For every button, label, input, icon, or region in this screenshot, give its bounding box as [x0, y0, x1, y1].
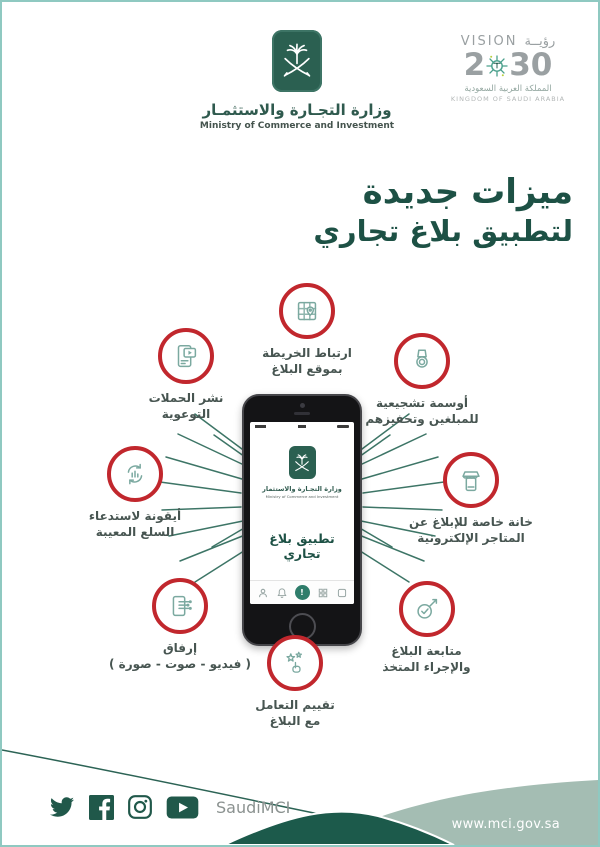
- feature-label-line: خانة خاصة للإبلاغ عن: [409, 515, 533, 529]
- feature-label-line: متابعة البلاغ: [391, 644, 462, 658]
- page-title-line2: لتطبيق بلاغ تجاري: [313, 213, 573, 248]
- feature-label-line: ( فيديو - صوت - صورة ): [108, 656, 251, 671]
- youtube-icon[interactable]: [166, 795, 199, 820]
- feature-ring: [158, 328, 214, 384]
- feature-ring: [279, 283, 335, 339]
- feature-ring: [107, 446, 163, 502]
- feature-follow-up: [354, 581, 499, 676]
- phone-speaker: [294, 412, 310, 415]
- facebook-icon[interactable]: [89, 795, 114, 820]
- feature-label-line: أيقونة لاستدعاء: [88, 509, 182, 523]
- page-title-line1: ميزات جديدة: [362, 172, 573, 212]
- feature-label-line: نشر الحملات: [148, 391, 224, 405]
- app-ministry-logo: [289, 446, 316, 479]
- feature-label-line: ارتباط الخريطة: [262, 346, 352, 360]
- social-handle[interactable]: SaudiMCI: [216, 797, 291, 817]
- map-pin-icon: [292, 296, 322, 326]
- vision-country-ar: المملكة العربية السعودية: [464, 84, 552, 94]
- feature-label-line: أوسمة تشجيعية: [375, 396, 469, 410]
- feature-label-line: بموقع البلاغ: [271, 361, 343, 376]
- feature-label-line: تقييم التعامل: [255, 698, 335, 712]
- app-ministry-name-ar: وزارة التجـارة والاستثمار: [262, 485, 342, 493]
- medal-icon: [407, 346, 437, 376]
- feature-ring: [443, 452, 499, 508]
- check-arrow-icon: [412, 594, 442, 624]
- phone-screen: [250, 422, 354, 604]
- phone-mockup: [242, 394, 362, 646]
- app-title: تطبيق بلاغ تجاري: [269, 531, 335, 561]
- feature-rating: [225, 635, 365, 730]
- phone-play-icon: [171, 341, 201, 371]
- vision-word-en: VISION: [460, 34, 518, 49]
- ministry-name-english: Ministry of Commerce and Investment: [199, 121, 395, 131]
- recall-arrows-icon: [120, 459, 150, 489]
- phone-camera-dot: [300, 403, 305, 408]
- attach-phone-icon: [165, 591, 195, 621]
- report-home-button[interactable]: !: [295, 585, 310, 600]
- app-nav-bar: [250, 580, 354, 604]
- instagram-icon[interactable]: [127, 794, 153, 820]
- feature-label-line: مع البلاغ: [269, 713, 321, 728]
- feature-ring: [152, 578, 208, 634]
- vision-country-en: KINGDOM OF SAUDI ARABIA: [450, 95, 566, 103]
- twitter-icon[interactable]: [48, 795, 76, 819]
- vision-year-prefix: 2: [463, 47, 486, 83]
- menu-grid-icon[interactable]: [317, 587, 329, 599]
- feature-label-line: للمبلغين وتحفيزهم: [365, 411, 479, 426]
- social-media-row: [48, 794, 290, 820]
- stars-hand-icon: [280, 648, 310, 678]
- feature-badges: [352, 333, 492, 428]
- profile-icon[interactable]: [257, 587, 269, 599]
- feature-ring: [394, 333, 450, 389]
- vision-word-ar: رؤيــة: [524, 34, 556, 49]
- website-url[interactable]: www.mci.gov.sa: [451, 817, 560, 832]
- phone-status-bar: [250, 422, 354, 431]
- feature-recall: [60, 446, 210, 541]
- feature-label-line: إرفاق: [162, 641, 198, 655]
- notifications-bell-icon[interactable]: [276, 587, 288, 599]
- feature-label-line: السلع المعيبة: [95, 524, 175, 539]
- feature-estore-report: [393, 452, 549, 547]
- pages-square-icon[interactable]: [336, 587, 348, 599]
- feature-ring: [267, 635, 323, 691]
- feature-label-line: المتاجر الإلكترونية: [417, 530, 525, 545]
- feature-label-line: التوعوية: [161, 406, 211, 421]
- feature-campaigns: [116, 328, 256, 423]
- feature-ring: [399, 581, 455, 637]
- storefront-icon: [456, 465, 486, 495]
- ministry-name-arabic: وزارة التجـارة والاستثمـار: [202, 101, 392, 119]
- palm-swords-emblem-icon: [292, 451, 312, 475]
- vision-year-suffix: 30: [509, 47, 553, 83]
- app-ministry-name-en: Ministry of Commerce and Investment: [265, 494, 339, 499]
- feature-label-line: والإجراء المتخذ: [382, 659, 471, 674]
